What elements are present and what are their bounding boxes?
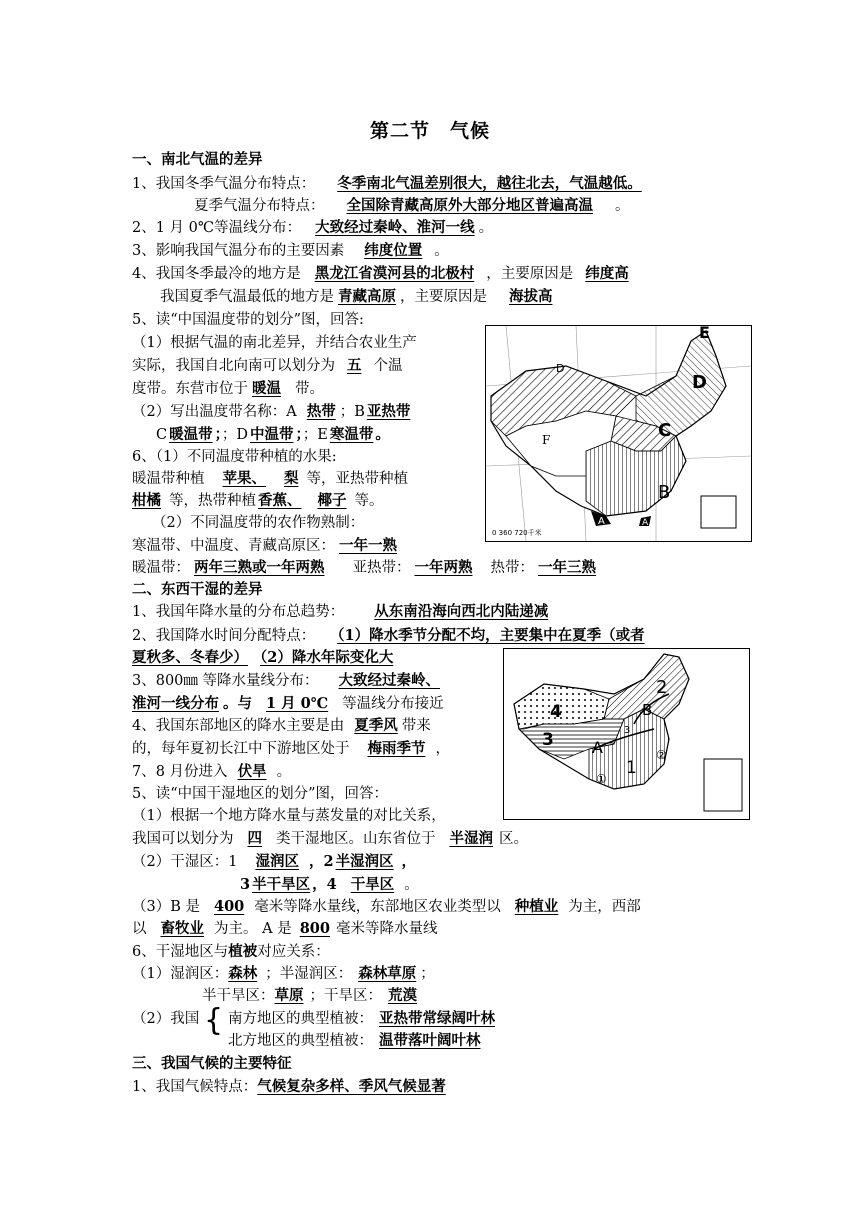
line-2-5: 5、读“中国干湿地区的划分”图，回答：	[132, 786, 389, 802]
map1-label-d-west: D	[556, 362, 565, 375]
map2-label-1: 1	[626, 758, 637, 778]
line-2-6-3-label: （2）我国	[132, 1011, 200, 1027]
line-2-5-1a: （1）根据一个地方降水量与蒸发量的对比关系，	[132, 808, 446, 824]
line-2-6-3-south: 南方地区的典型植被： 亚热带常绿阔叶林	[228, 1010, 495, 1027]
dry-wet-zone-map	[503, 648, 750, 820]
map1-label-f: F	[542, 433, 551, 447]
line-1-6-6: 暖温带： 两年三熟或一年两熟 亚热带： 一年两熟 热带： 一年三熟	[132, 559, 596, 576]
section-heading-1: 一、南北气温的差异	[132, 151, 263, 168]
section-heading-3: 三、我国气候的主要特征	[132, 1055, 292, 1072]
map2-label-2: 2	[656, 677, 668, 698]
line-2-6-1: （1）湿润区：森林 ；半湿润区： 森林草原 ；	[132, 965, 435, 982]
map2-label-circle-2: ②	[656, 748, 667, 762]
line-2-3b: 淮河一线分布 。与 1 月 0℃ 等温线分布接近	[132, 695, 444, 712]
line-2-1: 1、我国年降水量的分布总趋势： 从东南沿海向西北内陆递减	[132, 603, 549, 620]
line-3-1: 1、我国气候特点：气候复杂多样、季风气候显著	[132, 1078, 446, 1095]
map2-label-a: A	[592, 738, 603, 757]
line-1-6-1: 6、（1）不同温度带种植的水果:	[132, 449, 337, 465]
map2-label-b: B	[642, 701, 653, 719]
line-1-5-1a: （1）根据气温的南北差异，并结合农业生产	[132, 335, 417, 351]
line-2-5-3a: （3）B 是 400 毫米等降水量线，东部地区农业类型以 种植业 为主，西部	[132, 898, 641, 915]
map2-label-circle-1: ①	[596, 772, 607, 786]
line-1-5-1c: 度带。东营市位于 暖温 带。	[132, 380, 324, 397]
line-1-5-1b: 实际，我国自北向南可以划分为 五 个温	[132, 357, 403, 374]
line-2-3: 3、800㎜ 等降水量线分布： 大致经过秦岭、	[132, 672, 441, 689]
line-2-5-1b: 我国可以划分为 四 类干湿地区。山东省位于 半湿润 区。	[132, 830, 528, 847]
line-2-5-2b: 3 半干旱区 ，4 干旱区 。	[240, 876, 419, 893]
line-1-2: 2、1 月 0℃等温线分布： 大致经过秦岭、淮河一线 。	[132, 219, 494, 236]
map1-label-c: C	[658, 420, 672, 441]
line-1-6-2: 暖温带种植 苹果、 梨 等，亚热带种植	[132, 470, 408, 487]
line-1-3: 3、影响我国气温分布的主要因素 纬度位置 。	[132, 242, 449, 259]
line-2-4a: 4、我国东部地区的降水主要是由 夏季风 带来	[132, 717, 431, 734]
line-1-1a: 1、我国冬季气温分布特点： 冬季南北气温差别很大，越往北去，气温越低。	[132, 175, 642, 192]
map1-label-b: B	[658, 482, 671, 503]
line-1-1b: 夏季气温分布特点： 全国除青藏高原外大部分地区普遍高温 。	[194, 197, 630, 214]
temperature-zone-map-svg	[486, 326, 751, 541]
map1-label-e: E	[699, 326, 710, 342]
line-2-4b: 的，每年夏初长江中下游地区处于 梅雨季节 ，	[132, 740, 450, 757]
line-2-6-2: 半干旱区：草原 ；干旱区： 荒漠	[202, 987, 417, 1004]
map2-label-3: 3	[542, 730, 554, 750]
map1-label-a: A	[598, 516, 605, 527]
line-1-5-2b: C 暖温带 ；；D 中温带 ；；E 寒温带 。	[156, 426, 390, 443]
line-1-6-3: 柑橘 等，热带种植 香蕉、 椰子 等。	[132, 492, 384, 509]
map1-label-d: D	[692, 372, 707, 393]
line-1-5: 5、读“中国温度带的划分”图，回答:	[132, 312, 364, 328]
line-1-5-2a: （2）写出温度带名称：A 热带 ；B 亚热带	[132, 403, 411, 420]
map1-label-a2: A	[642, 518, 649, 528]
temperature-zone-map	[485, 325, 752, 542]
section-heading-2: 二、东西干湿的差异	[132, 581, 263, 598]
line-2-4c: 7、8 月份进入 伏旱 。	[132, 763, 292, 780]
line-1-6-5: 寒温带、中温度、青藏高原区： 一年一熟	[132, 537, 397, 554]
page-title: 第二节 气候	[369, 120, 491, 142]
line-1-4b: 我国夏季气温最低的地方是 青藏高原 ，主要原因是 海拔高	[160, 288, 553, 305]
dry-wet-zone-map-svg	[504, 649, 749, 819]
line-1-6-4: （2）不同温度带的农作物熟制：	[152, 515, 365, 531]
brace-icon: {	[204, 1003, 224, 1038]
line-2-2: 2、我国降水时间分配特点： （1）降水季节分配不均，主要集中在夏季（或者	[132, 627, 645, 644]
line-2-5-2a: （2）干湿区：1 湿润区 ，2 半湿润区 ，	[132, 853, 417, 870]
line-1-4a: 4、我国冬季最冷的地方是 黑龙江省漠河县的北极村 ，主要原因是 纬度高	[132, 265, 629, 282]
line-2-6: 6、干湿地区与植被对应关系：	[132, 943, 330, 960]
line-2-2b: 夏秋多、冬春少） （2）降水年际变化大	[132, 649, 394, 666]
map1-scale: 0 360 720千米	[492, 529, 542, 537]
line-2-5-3b: 以 畜牧业 为主。 A 是 800 毫米等降水量线	[132, 920, 438, 937]
line-2-6-3-north: 北方地区的典型植被： 温带落叶阔叶林	[228, 1032, 481, 1049]
map2-label-4: 4	[550, 702, 562, 722]
map2-label-3-small: 3	[624, 725, 631, 736]
